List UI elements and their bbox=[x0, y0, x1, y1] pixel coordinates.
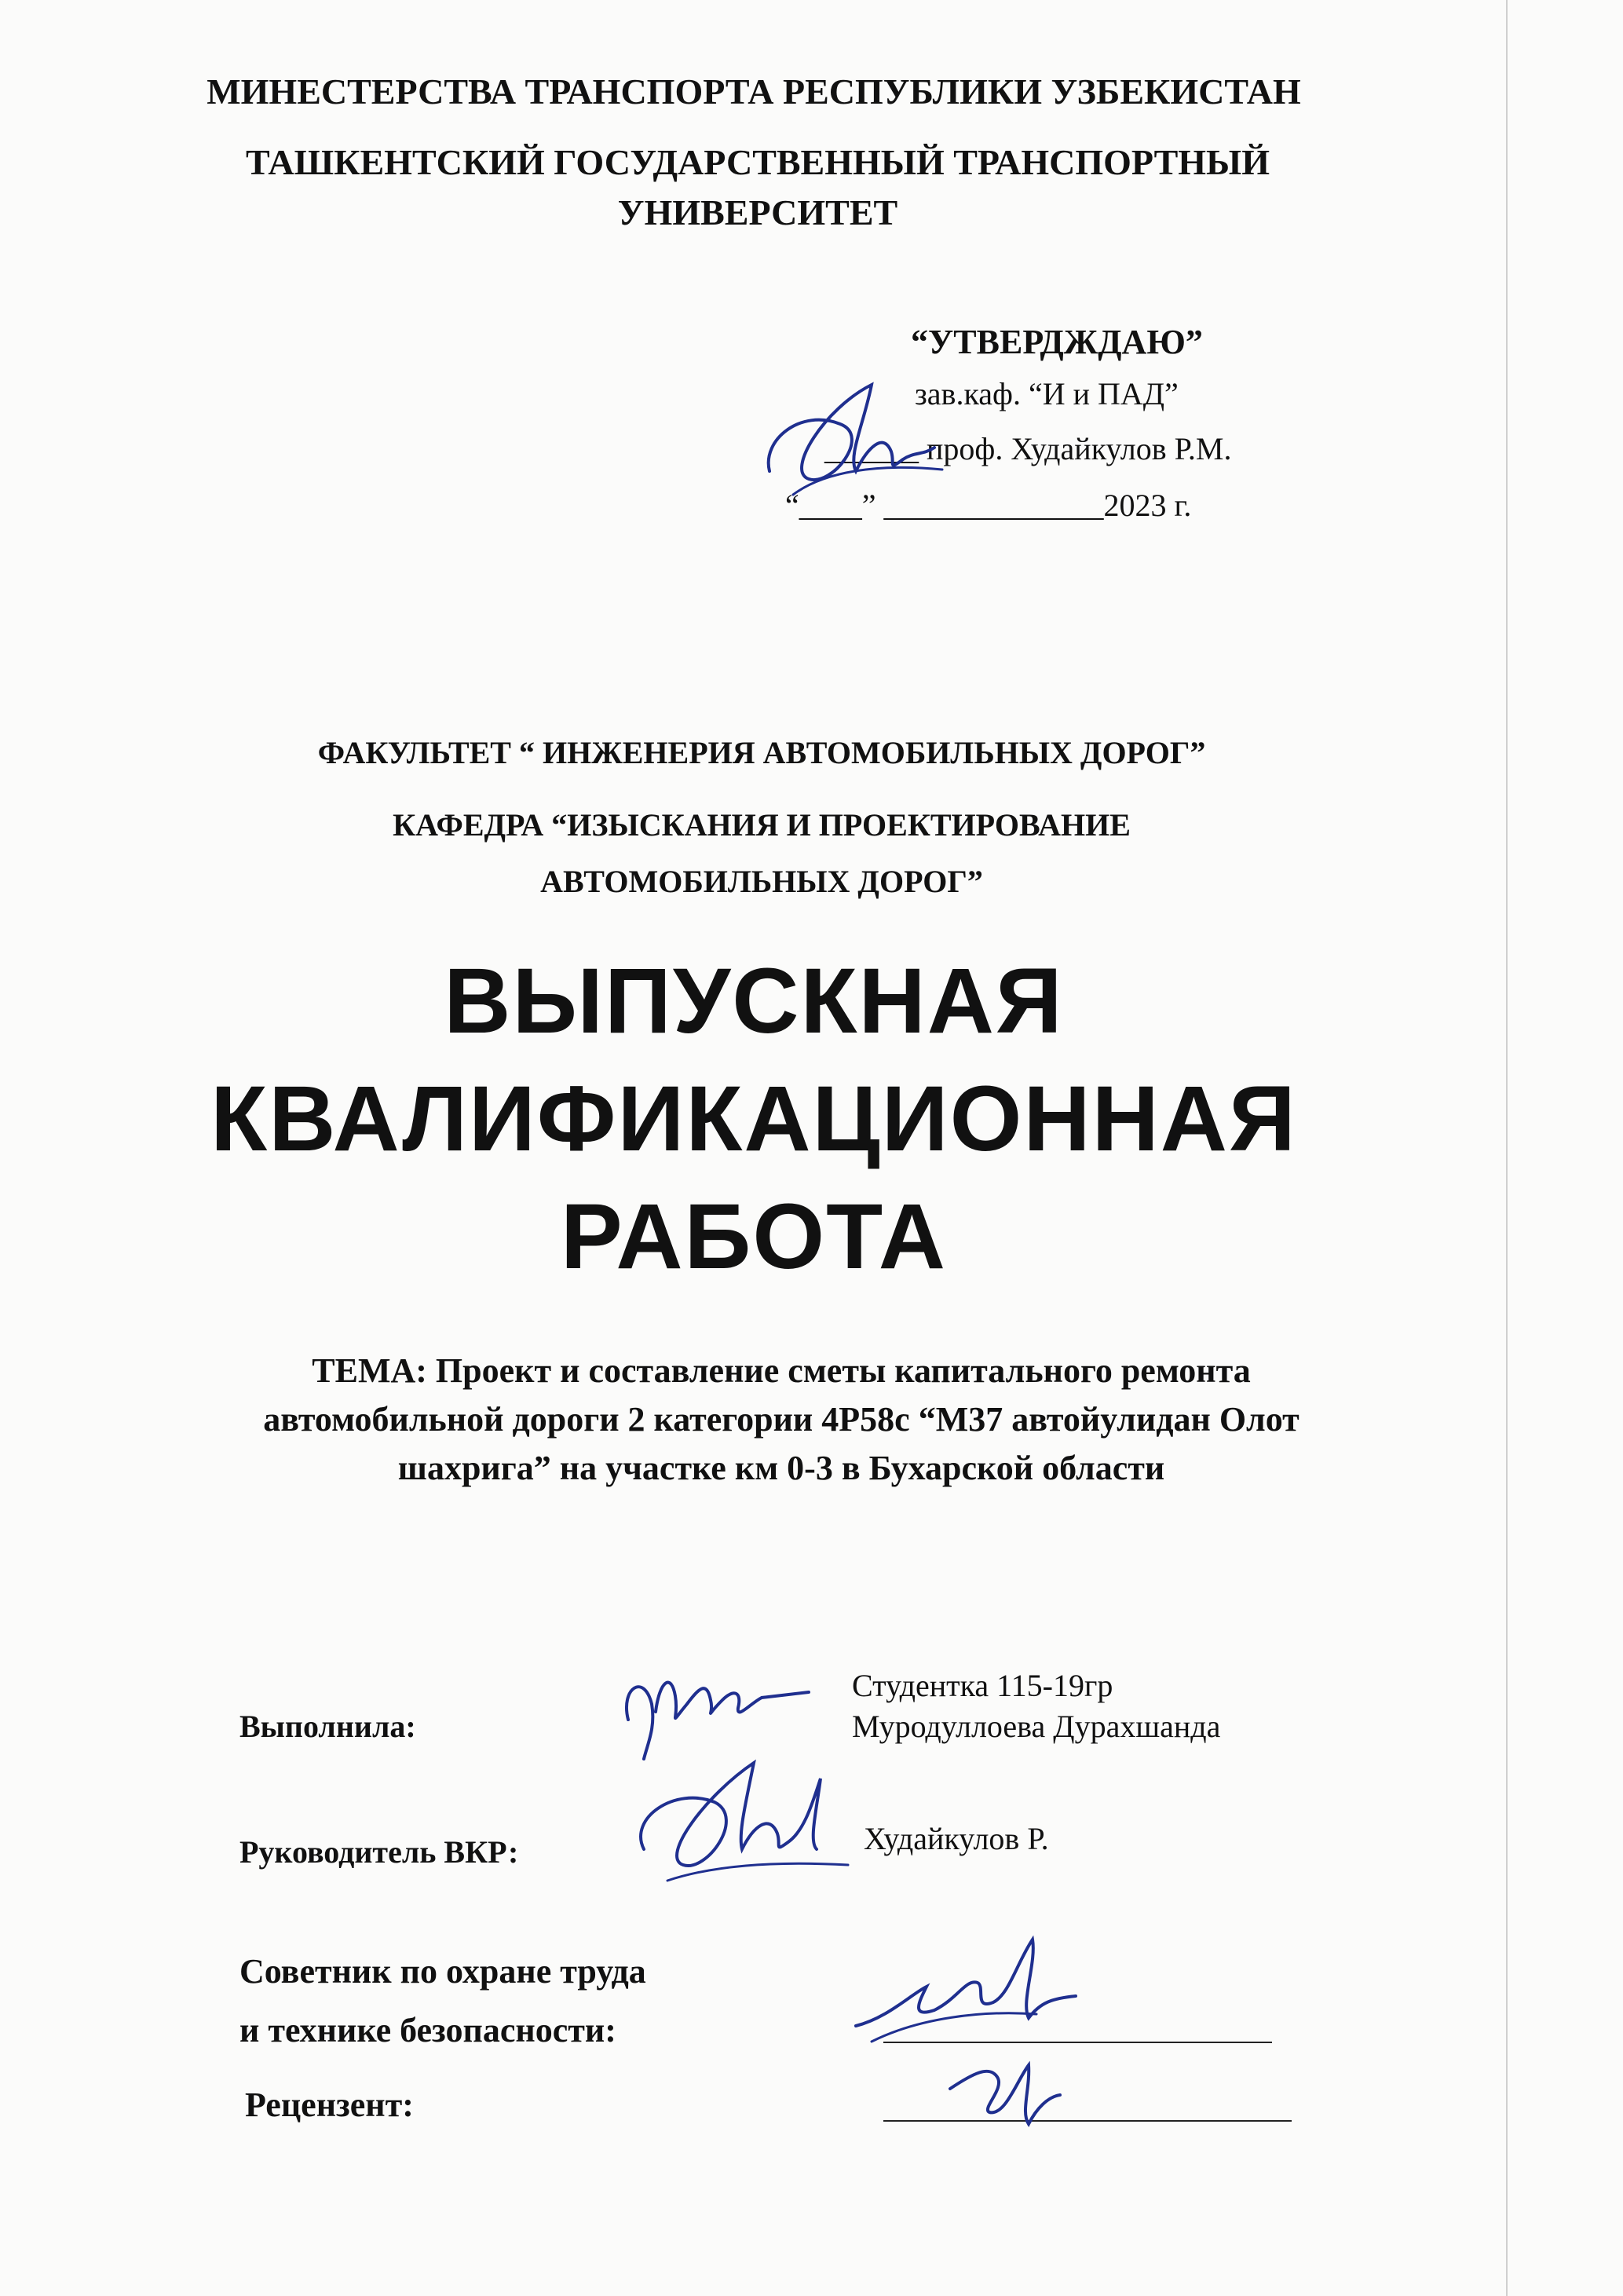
university-line-2: УНИВЕРСИТЕТ bbox=[617, 192, 898, 232]
title-line-2: КВАЛИФИКАЦИОННАЯ bbox=[210, 1067, 1297, 1171]
faculty-name: ФАКУЛЬТЕТ “ ИНЖЕНЕРИЯ АВТОМОБИЛЬНЫХ ДОРОГ” bbox=[317, 735, 1206, 770]
reviewer-signature bbox=[942, 2034, 1068, 2136]
approval-signature bbox=[754, 377, 958, 518]
student-signature bbox=[612, 1657, 817, 1767]
topic-line-3: шахрига” на участке км 0-3 в Бухарской области bbox=[397, 1449, 1165, 1487]
reviewer-label: Рецензент: bbox=[245, 2086, 414, 2124]
safety-advisor-label-line-1: Советник по охране труда bbox=[239, 1952, 646, 1991]
title-line-3: РАБОТА bbox=[560, 1185, 947, 1289]
supervisor-name: Худайкулов Р. bbox=[864, 1821, 1049, 1856]
approval-date: “____” ______________2023 г. bbox=[785, 488, 1192, 523]
approval-department: зав.каф. “И и ПАД” bbox=[915, 376, 1179, 411]
ministry-heading: МИНЕСТЕРСТВА ТРАНСПОРТА РЕСПУБЛИКИ УЗБЕКИСТАН bbox=[207, 71, 1301, 112]
approval-title: “УТВЕРДЖДАЮ” bbox=[911, 323, 1203, 361]
department-line-1: КАФЕДРА “ИЗЫСКАНИЯ И ПРОЕКТИРОВАНИЕ bbox=[393, 807, 1131, 843]
student-name: Муродуллоева Дурахшанда bbox=[852, 1709, 1221, 1744]
department-name bbox=[0, 797, 1523, 910]
document-title bbox=[0, 942, 1508, 1296]
performed-by-label: Выполнила: bbox=[239, 1709, 416, 1744]
topic-line-1: ТЕМА: Проект и составление сметы капитального ремонта bbox=[312, 1351, 1251, 1390]
approval-professor: ______ проф. Худайкулов Р.М. bbox=[824, 431, 1232, 466]
university-heading bbox=[0, 137, 1515, 238]
supervisor-label: Руководитель ВКР: bbox=[239, 1834, 519, 1870]
topic-line-2: автомобильной дороги 2 категории 4Р58с “М37 автойулидан Олот bbox=[263, 1400, 1299, 1439]
student-group: Студентка 115-19гр bbox=[852, 1668, 1113, 1703]
university-line-1: ТАШКЕНТСКИЙ ГОСУДАРСТВЕННЫЙ ТРАНСПОРТНЫЙ bbox=[246, 142, 1270, 182]
supervisor-signature bbox=[620, 1755, 856, 1896]
safety-advisor-label-line-2: и технике безопасности: bbox=[239, 2011, 616, 2049]
department-line-2: АВТОМОБИЛЬНЫХ ДОРОГ” bbox=[540, 864, 983, 899]
thesis-topic bbox=[133, 1347, 1429, 1493]
title-line-1: ВЫПУСКНАЯ bbox=[444, 949, 1064, 1053]
